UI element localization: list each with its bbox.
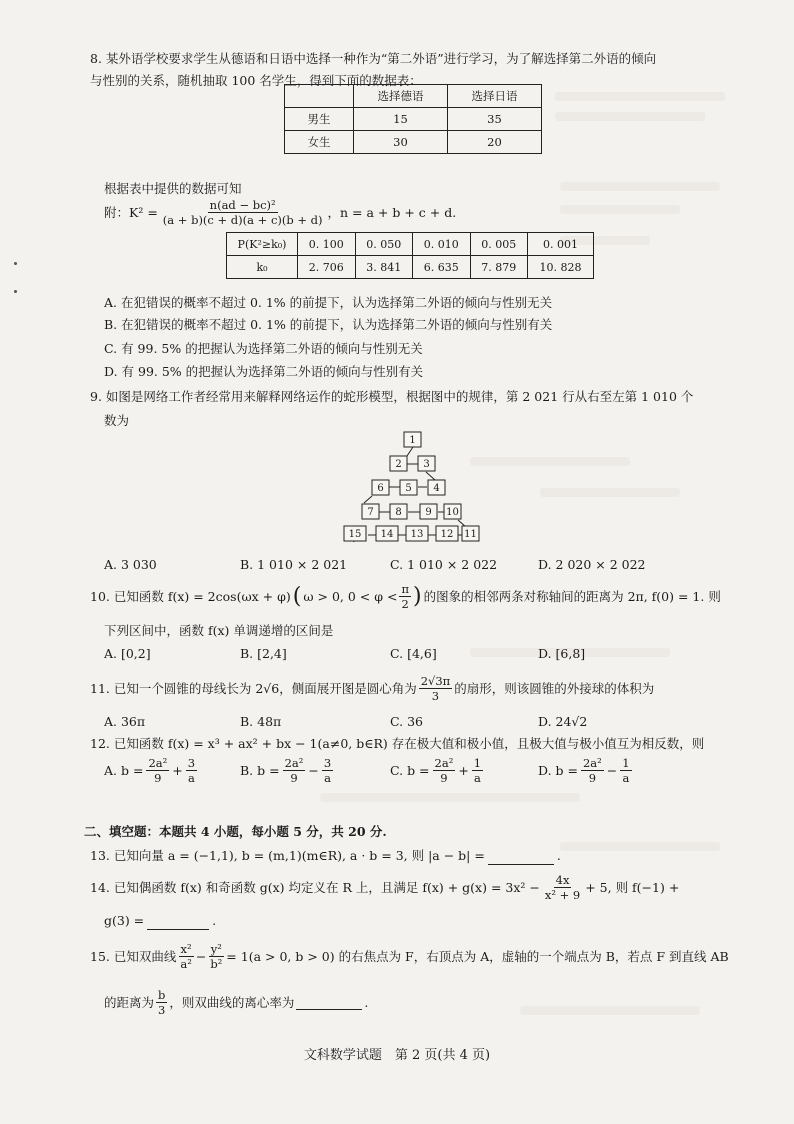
snake-node: 7 [367, 507, 374, 518]
q14-text-c: g(3) = [104, 913, 145, 928]
q8-option-b: B. 在犯错误的概率不超过 0. 1% 的前提下，认为选择第二外语的倾向与性别有关 [104, 317, 553, 332]
q11-text-a: 11. 已知一个圆锥的母线长为 2√6，侧面展开图是圆心角为 [90, 680, 417, 696]
frac-num: 2a² [284, 756, 304, 770]
snake-node: 15 [348, 529, 362, 540]
q8-contingency-table [284, 84, 542, 154]
q10-option-c: C. [4,6] [390, 646, 437, 661]
q11-option-c: C. 36 [390, 714, 423, 729]
q13-text: 13. 已知向量 a = (−1,1), b = (m,1)(m∈R), a · b = 3, 则 |a − b| = [90, 848, 485, 863]
answer-blank[interactable] [147, 915, 209, 930]
q14-text-b: + 5, 则 f(−1) + [585, 879, 680, 895]
table-row [285, 108, 542, 131]
frac-num: 2a² [434, 756, 454, 770]
snake-node: 13 [410, 529, 424, 540]
table-cell: 0. 010 [413, 233, 471, 256]
table-cell: 2. 706 [298, 256, 356, 279]
margin-dot [14, 262, 17, 265]
table-cell: 30 [354, 131, 448, 154]
frac-num: b [158, 988, 166, 1002]
option-fraction [581, 756, 604, 785]
bleed-through [560, 842, 720, 851]
q10-pi-fraction [399, 582, 411, 611]
snake-node: 9 [425, 507, 432, 518]
table-row [227, 256, 594, 279]
table-cell: 0. 050 [355, 233, 413, 256]
q10-stem-line2: 下列区间中，函数 f(x) 单调递增的区间是 [104, 623, 334, 638]
option-prefix: C. b = [390, 762, 430, 778]
formula-fraction [161, 198, 325, 227]
table-cell: 15 [354, 108, 448, 131]
frac-den: a² [180, 957, 192, 971]
frac-num: 3 [187, 756, 196, 770]
q12-option-d [538, 756, 632, 785]
q12-option-b [240, 756, 333, 785]
table-cell: 0. 001 [528, 233, 594, 256]
bleed-through [470, 457, 630, 466]
operator: − [308, 762, 319, 778]
operator: − [195, 948, 207, 964]
operator: + [458, 762, 469, 778]
snake-node: 1 [409, 435, 416, 446]
period: . [212, 913, 217, 928]
q10-option-b: B. [2,4] [240, 646, 287, 661]
snake-node: 10 [446, 507, 459, 518]
table-header-cell: 选择日语 [448, 85, 542, 108]
table-cell: 0. 005 [470, 233, 528, 256]
q15-stem-line2 [104, 988, 368, 1017]
frac-num: y² [210, 942, 222, 956]
q11-option-d: D. 24√2 [538, 714, 588, 729]
table-cell: 3. 841 [355, 256, 413, 279]
table-cell: 7. 879 [470, 256, 528, 279]
q11-option-b: B. 48π [240, 714, 282, 729]
q12-option-a [104, 756, 197, 785]
table-cell: 男生 [285, 108, 354, 131]
q15-fraction-b3 [156, 988, 167, 1017]
q15-text-d: ，则双曲线的离心率为 [169, 994, 295, 1010]
frac-den: a [324, 771, 331, 785]
q15-stem-line1 [90, 942, 729, 971]
snake-node: 14 [380, 529, 394, 540]
period: . [556, 848, 561, 863]
frac-den: 9 [154, 771, 162, 785]
frac-num: 3 [323, 756, 332, 770]
q15-fraction-y [208, 942, 224, 971]
frac-den: 9 [588, 771, 597, 785]
option-fraction [620, 756, 631, 785]
formula-suffix: ，n = a + b + c + d. [327, 204, 457, 220]
paren-left: ( [292, 583, 302, 609]
q11-stem [90, 674, 654, 703]
q9-option-d: D. 2 020 × 2 022 [538, 557, 646, 572]
bleed-through [520, 1006, 700, 1015]
bleed-through [555, 92, 725, 101]
q8-formula [104, 198, 456, 227]
frac-den: a [622, 771, 630, 785]
q15-fraction-x [178, 942, 193, 971]
q10-option-a: A. [0,2] [104, 646, 151, 661]
snake-node: 4 [433, 483, 440, 494]
q12-option-c [390, 756, 483, 785]
snake-model-diagram [340, 428, 490, 546]
frac-den: a [474, 771, 481, 785]
period: . [364, 994, 369, 1010]
bleed-through [320, 793, 580, 802]
snake-node: 2 [395, 459, 402, 470]
frac-num: π [401, 582, 409, 596]
option-fraction [283, 756, 306, 785]
answer-blank[interactable] [488, 850, 554, 865]
q8-option-c: C. 有 99. 5% 的把握认为选择第二外语的倾向与性别无关 [104, 341, 423, 356]
option-fraction [322, 756, 333, 785]
q10-text-a: 10. 已知函数 f(x) = 2cos(ωx + φ) [90, 588, 291, 604]
q8-option-d: D. 有 99. 5% 的把握认为选择第二外语的倾向与性别有关 [104, 364, 424, 379]
bleed-through [560, 182, 720, 191]
q10-option-d: D. [6,8] [538, 646, 586, 661]
option-prefix: B. b = [240, 762, 280, 778]
table-header-cell: P(K²≥k₀) [227, 233, 298, 256]
frac-den: b² [210, 957, 223, 971]
table-cell: 0. 100 [298, 233, 356, 256]
page-footer: 文科数学试题 第 2 页(共 4 页) [303, 1048, 491, 1063]
q8-critical-value-table [226, 232, 594, 279]
table-cell: 10. 828 [528, 256, 594, 279]
frac-num: 4x [555, 873, 570, 887]
frac-num: 1 [473, 756, 482, 770]
q10-text-b: 的图象的相邻两条对称轴间的距离为 2π, f(0) = 1. 则 [423, 588, 721, 604]
q15-text-c: 的距离为 [104, 994, 155, 1010]
q9-stem-line1: 9. 如图是网络工作者经常用来解释网络运作的蛇形模型，根据图中的规律，第 2 021 行从右至左第 1 010 个 [90, 389, 694, 404]
snake-node: 3 [423, 459, 430, 470]
table-cell: 6. 635 [413, 256, 471, 279]
bleed-through [540, 488, 680, 497]
snake-node: 12 [440, 529, 454, 540]
q13-stem [90, 847, 561, 865]
option-fraction [186, 756, 197, 785]
snake-node: 11 [464, 529, 477, 540]
frac-den: 3 [431, 689, 440, 703]
table-cell: 20 [448, 131, 542, 154]
q14-text-a: 14. 已知偶函数 f(x) 和奇函数 g(x) 均定义在 R 上，且满足 f(x) + g(x) = 3x² − [90, 879, 540, 895]
frac-den: 2 [401, 597, 409, 611]
q12-stem: 12. 已知函数 f(x) = x³ + ax² + bx − 1(a≠0, b∈R) 存在极大值和极小值，且极大值与极小值互为相反数，则 [90, 736, 705, 751]
formula-numerator: n(ad − bc)² [209, 198, 276, 212]
q10-stem-line1 [90, 582, 721, 611]
table-row [227, 233, 594, 256]
frac-num: 2a² [148, 756, 168, 770]
q15-text-b: = 1(a > 0, b > 0) 的右焦点为 F，右顶点为 A，虚轴的一个端点为 B，若点 F 到直线 AB [226, 948, 729, 964]
table-cell: 35 [448, 108, 542, 131]
operator: + [172, 762, 183, 778]
q8-basis-text: 根据表中提供的数据可知 [104, 181, 242, 196]
table-cell: 女生 [285, 131, 354, 154]
formula-prefix: 附：K² = [104, 204, 158, 220]
section-heading: 二、填空题：本题共 4 小题，每小题 5 分，共 20 分. [84, 824, 387, 839]
frac-num: 2a² [582, 756, 602, 770]
option-fraction [472, 756, 483, 785]
q9-option-c: C. 1 010 × 2 022 [390, 557, 498, 572]
frac-den: 3 [158, 1003, 166, 1017]
q14-stem-line2 [104, 912, 216, 930]
snake-node: 6 [377, 483, 384, 494]
frac-num: 1 [622, 756, 630, 770]
frac-den: a [187, 771, 195, 785]
q11-option-a: A. 36π [104, 714, 146, 729]
bleed-through [555, 112, 705, 121]
frac-den: 9 [440, 771, 448, 785]
margin-dot [14, 290, 17, 293]
q10-condition: ω > 0, 0 < φ < [303, 588, 398, 604]
q9-option-b: B. 1 010 × 2 021 [240, 557, 348, 572]
table-header-cell: k₀ [227, 256, 298, 279]
frac-num: x² [180, 942, 192, 956]
q8-stem-line1: 8. 某外语学校要求学生从德语和日语中选择一种作为“第二外语”进行学习，为了解选择第二外语的倾向 [90, 51, 657, 66]
q15-text-a: 15. 已知双曲线 [90, 948, 177, 964]
q9-option-a: A. 3 030 [104, 557, 157, 572]
formula-denominator: (a + b)(c + d)(a + c)(b + d) [162, 213, 323, 227]
table-header-row [285, 85, 542, 108]
operator: − [606, 762, 618, 778]
q14-fraction [543, 873, 582, 902]
q11-text-b: 的扇形，则该圆锥的外接球的体积为 [454, 680, 655, 696]
bleed-through [560, 205, 680, 214]
paren-right: ) [413, 583, 422, 609]
frac-den: x² + 9 [544, 888, 581, 902]
table-row [285, 131, 542, 154]
q9-stem-line2: 数为 [104, 413, 130, 428]
frac-den: 9 [290, 771, 298, 785]
table-header-cell [285, 85, 354, 108]
q8-option-a: A. 在犯错误的概率不超过 0. 1% 的前提下，认为选择第二外语的倾向与性别无关 [104, 295, 553, 310]
q14-stem-line1 [90, 873, 679, 902]
answer-blank[interactable] [296, 995, 362, 1010]
option-fraction [433, 756, 456, 785]
option-prefix: A. b = [104, 762, 144, 778]
frac-num: 2√3π [420, 674, 451, 688]
option-fraction [146, 756, 169, 785]
snake-svg [340, 428, 490, 546]
snake-node: 5 [405, 483, 412, 494]
table-header-cell: 选择德语 [354, 85, 448, 108]
option-prefix: D. b = [538, 762, 578, 778]
q8-stem-line2: 与性别的关系，随机抽取 100 名学生，得到下面的数据表： [90, 73, 422, 88]
q11-angle-fraction [419, 674, 453, 703]
snake-node: 8 [395, 507, 402, 518]
